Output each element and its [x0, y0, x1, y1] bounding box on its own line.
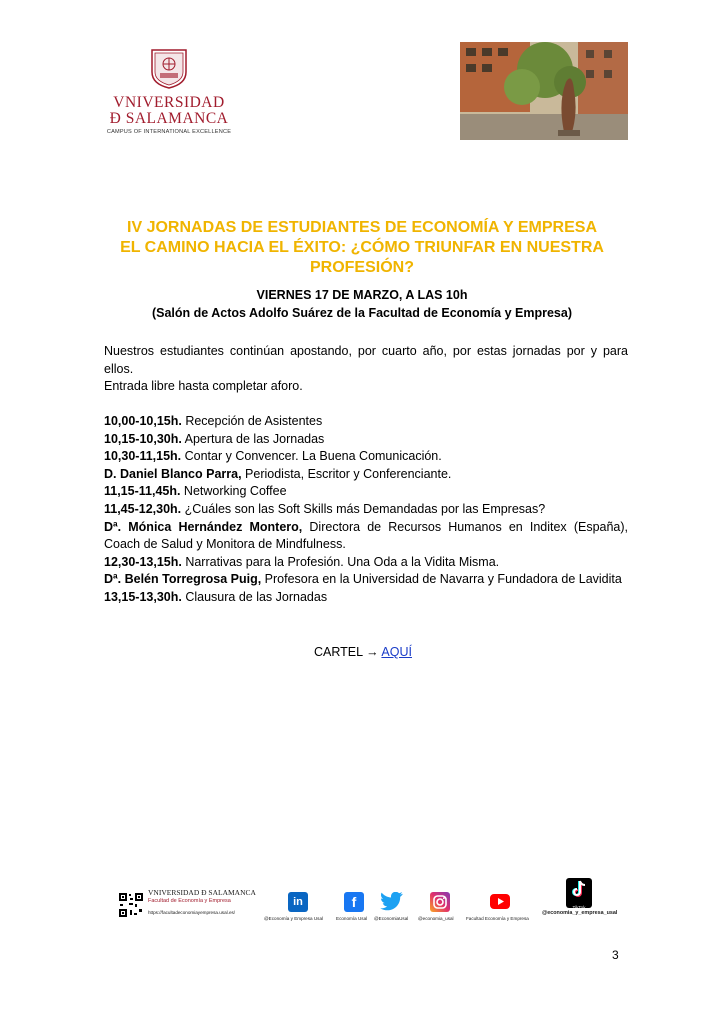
- schedule-item-lead: 11,15-11,45h.: [104, 484, 181, 499]
- event-venue: (Salón de Actos Adolfo Suárez de la Facultad de Economía y Empresa): [151, 306, 572, 320]
- footer-url[interactable]: https://facultadeconomiayempresa.usal.es/: [148, 910, 236, 915]
- campus-photo: [460, 42, 628, 140]
- schedule-item: [104, 571, 628, 589]
- event-title: [90, 218, 634, 278]
- footer-banner: [118, 878, 620, 924]
- facebook-icon[interactable]: f: [344, 892, 364, 912]
- entry-note: Entrada libre hasta completar aforo.: [104, 379, 303, 393]
- schedule-item-lead: 10,15-10,30h.: [104, 431, 182, 446]
- qr-code-icon: [118, 892, 144, 918]
- schedule-list: [104, 413, 628, 607]
- schedule-item: [104, 431, 628, 449]
- schedule-item-lead: 10,00-10,15h.: [104, 414, 182, 428]
- event-title-line-2: EL CAMINO HACIA EL ÉXITO: ¿CÓMO TRIUNFAR EN NUESTRA PROFESIÓN?: [120, 239, 604, 276]
- schedule-item-text: Periodista, Escritor y Conferenciante.: [241, 466, 452, 481]
- logo-tagline: CAMPUS OF INTERNATIONAL EXCELLENCE: [106, 129, 232, 135]
- schedule-item-text: Apertura de las Jornadas: [181, 431, 325, 446]
- schedule-item: [104, 413, 628, 431]
- schedule-item-text: Contar y Convencer. La Buena Comunicación.: [181, 449, 442, 464]
- schedule-item-text: Clausura de las Jornadas: [181, 589, 328, 604]
- facebook-caption: Economía Usal: [336, 916, 368, 921]
- logo-line-2: Ð SALAMANCA: [109, 110, 229, 127]
- cartel-link[interactable]: AQUÍ: [381, 645, 412, 659]
- cartel-line: [314, 645, 412, 659]
- event-date-time: VIERNES 17 DE MARZO, A LAS 10h: [256, 288, 468, 302]
- schedule-item: [104, 501, 628, 519]
- instagram-caption: @economia_usal: [418, 916, 454, 921]
- twitter-icon[interactable]: [380, 892, 404, 912]
- schedule-item-text: Recepción de Asistentes: [181, 414, 323, 428]
- tiktok-label: TikTok: [572, 905, 586, 910]
- schedule-item-lead: 10,30-11,15h.: [104, 449, 182, 464]
- schedule-item-lead: 13,15-13,30h.: [104, 589, 182, 604]
- youtube-icon[interactable]: [490, 894, 510, 909]
- cartel-label: CARTEL: [314, 645, 363, 659]
- instagram-icon[interactable]: [430, 892, 450, 912]
- schedule-item: [104, 589, 628, 607]
- schedule-item-lead: D. Daniel Blanco Parra,: [104, 466, 242, 481]
- twitter-caption: @EconomiaUsal: [374, 916, 409, 921]
- tiktok-caption: @economia_y_empresa_usal: [542, 910, 618, 916]
- footer-university: VNIVERSIDAD Ð SALAMANCA: [148, 888, 256, 897]
- university-seal-icon: [148, 46, 190, 90]
- page-number: 3: [612, 948, 619, 962]
- schedule-item-lead: Dª. Belén Torregrosa Puig,: [104, 572, 262, 587]
- schedule-item-text: Narrativas para la Profesión. Una Oda a la Vidita Misma.: [181, 554, 500, 569]
- schedule-item-lead: 12,30-13,15h.: [104, 554, 182, 569]
- schedule-item: [104, 448, 628, 466]
- schedule-item-text: Networking Coffee: [180, 484, 287, 499]
- schedule-item: [104, 483, 628, 501]
- schedule-item-text: Directora de Recursos Humanos en Inditex (España), Coach de Salud y Monitora de Mindfulness.: [104, 519, 629, 552]
- linkedin-caption: @Economía y Empresa Usal: [264, 916, 324, 921]
- schedule-item-lead: Dª. Mónica Hernández Montero,: [104, 519, 303, 534]
- schedule-item: [104, 466, 628, 484]
- intro-paragraph: Nuestros estudiantes continúan apostando, por cuarto año, por estas jornadas por y para ellos.: [104, 344, 628, 376]
- logo-line-1: VNIVERSIDAD: [113, 94, 225, 111]
- tiktok-icon[interactable]: [566, 878, 592, 908]
- linkedin-icon[interactable]: in: [288, 892, 308, 912]
- event-title-line-1: IV JORNADAS DE ESTUDIANTES DE ECONOMÍA Y EMPRESA: [127, 219, 597, 236]
- arrow-right-icon: →: [366, 645, 379, 659]
- schedule-item: [104, 519, 628, 554]
- schedule-item-text: ¿Cuáles son las Soft Skills más Demandadas por las Empresas?: [181, 501, 546, 516]
- youtube-caption: Facultad Economía y Empresa: [466, 916, 529, 921]
- schedule-item: [104, 554, 628, 572]
- schedule-item-lead: 11,45-12,30h.: [104, 501, 182, 516]
- schedule-item-text: Profesora en la Universidad de Navarra y Fundadora de Lavidita: [261, 572, 622, 587]
- footer-faculty: Facultad de Economía y Empresa: [148, 898, 231, 904]
- university-logo: [104, 46, 234, 142]
